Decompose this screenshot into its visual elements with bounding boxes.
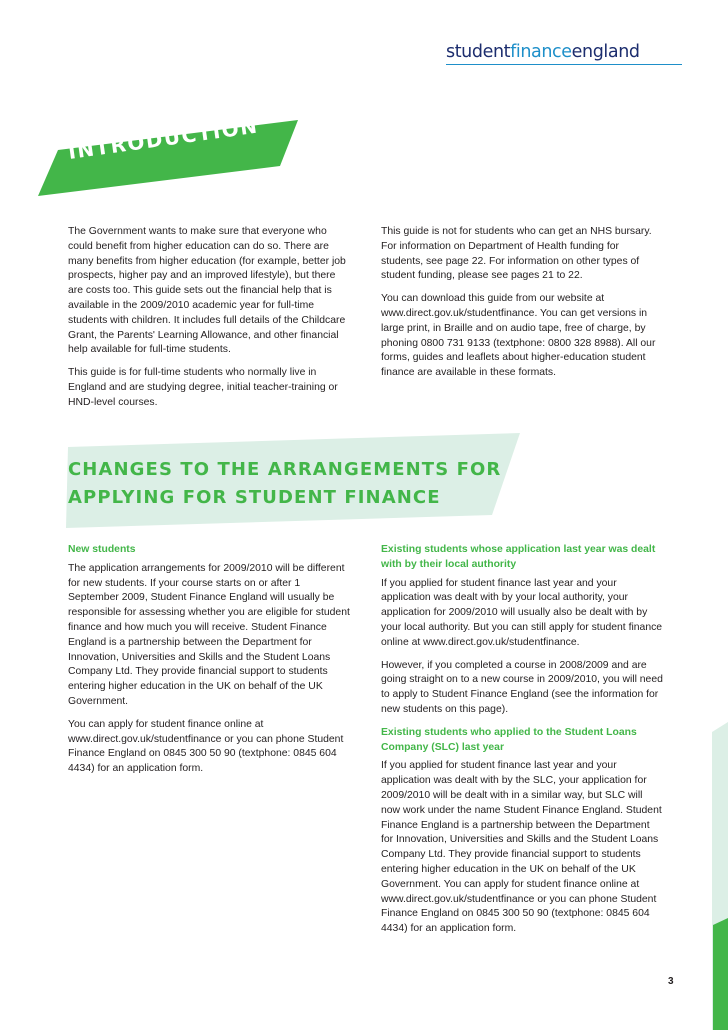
- student-finance-england-logo: [446, 42, 640, 62]
- existing-la-subheading: Existing students whose application last year was dealt with by their local authority: [381, 544, 656, 570]
- changes-right-column: [381, 543, 663, 945]
- existing-la-paragraph: However, if you completed a course in 2008/2009 and are going straight on to a new course in 2009/2010, you will need to apply to Student Finance England (see the information for new students on this page).: [381, 659, 663, 715]
- existing-slc-subheading: Existing students who applied to the Student Loans Company (SLC) last year: [381, 726, 637, 753]
- intro-left-column: [68, 225, 350, 419]
- logo-word-student: student: [446, 42, 511, 62]
- changes-heading-line-2: APPLYING FOR STUDENT FINANCE: [68, 487, 441, 508]
- existing-la-paragraph: If you applied for student finance last year and your application was dealt with by your local authority, your application for 2009/2010 will usually also be dealt with by your local authority. But you can still apply for student finance online at www.direct.gov.uk/studentfinance.: [381, 577, 663, 648]
- logo-word-finance: finance: [510, 42, 572, 62]
- intro-paragraph: The Government wants to make sure that everyone who could benefit from higher education can do so. There are many benefits from higher education (for example, better job prospects, higher pay and an improved lifestyle), but there are costs too. This guide sets out the financial help that is available in the 2009/2010 academic year for full-time students with children. It includes full details of the Childcare Grant, the Parents' Learning Allowance, and other financial help available for full-time students.: [68, 226, 346, 356]
- new-students-paragraph: You can apply for student finance online at www.direct.gov.uk/studentfinance or you can phone Student Finance England on 0845 300 50 90 (textphone: 0845 604 4434) for an application form.: [68, 718, 344, 775]
- intro-right-column: [381, 225, 663, 389]
- logo-underline: [446, 64, 682, 65]
- changes-heading-line-1: CHANGES TO THE ARRANGEMENTS FOR: [68, 459, 502, 480]
- side-strip-green: [713, 918, 728, 1030]
- logo-word-england: england: [571, 42, 640, 62]
- new-students-subheading: New students: [68, 544, 136, 555]
- page-number: 3: [668, 976, 674, 987]
- existing-slc-paragraph: If you applied for student finance last year and your application was dealt with by the SLC, your application for 2009/2010 will be dealt with in a similar way, but SLC will now work under the name Student Finance England. Student Finance England is a partnership between the Department for Innovation, Universities and Skills and the Student Loans Company Ltd. They provide financial support to students entering higher education in the UK on behalf of the UK Government. You can apply for student finance online at www.direct.gov.uk/studentfinance or you can phone Student Finance England on 0845 300 50 90 (textphone: 0845 604 4434) for an application form.: [381, 760, 662, 935]
- introduction-heading: INTRODUCTION: [66, 113, 260, 164]
- changes-left-column: [68, 543, 350, 785]
- intro-paragraph: This guide is for full-time students who normally live in England and are studying degree, initial teacher-training or HND-level courses.: [68, 367, 338, 408]
- new-students-paragraph: The application arrangements for 2009/2010 will be different for new students. If your course starts on or after 1 September 2009, Student Finance England will usually be responsible for assessing whether you are eligible for student finance and how much you will receive. Student Finance England is a partnership between the Department for Innovation, Universities and Skills and the Student Loans Company Ltd. They provide financial support to students entering higher education in the UK on behalf of the UK Government.: [68, 562, 350, 707]
- changes-heading: [68, 456, 501, 512]
- intro-paragraph: You can download this guide from our website at www.direct.gov.uk/studentfinance. You can get versions in large print, in Braille and on audio tape, free of charge, by phoning 0800 731 9133 (textphone: 0800 328 8988). All our forms, guides and leaflets about higher-education student finance are available in these formats.: [381, 293, 656, 379]
- intro-paragraph: This guide is not for students who can get an NHS bursary. For information on Department of Health funding for students, see page 22. For information on other types of student funding, please see pages 21 to 22.: [381, 226, 652, 282]
